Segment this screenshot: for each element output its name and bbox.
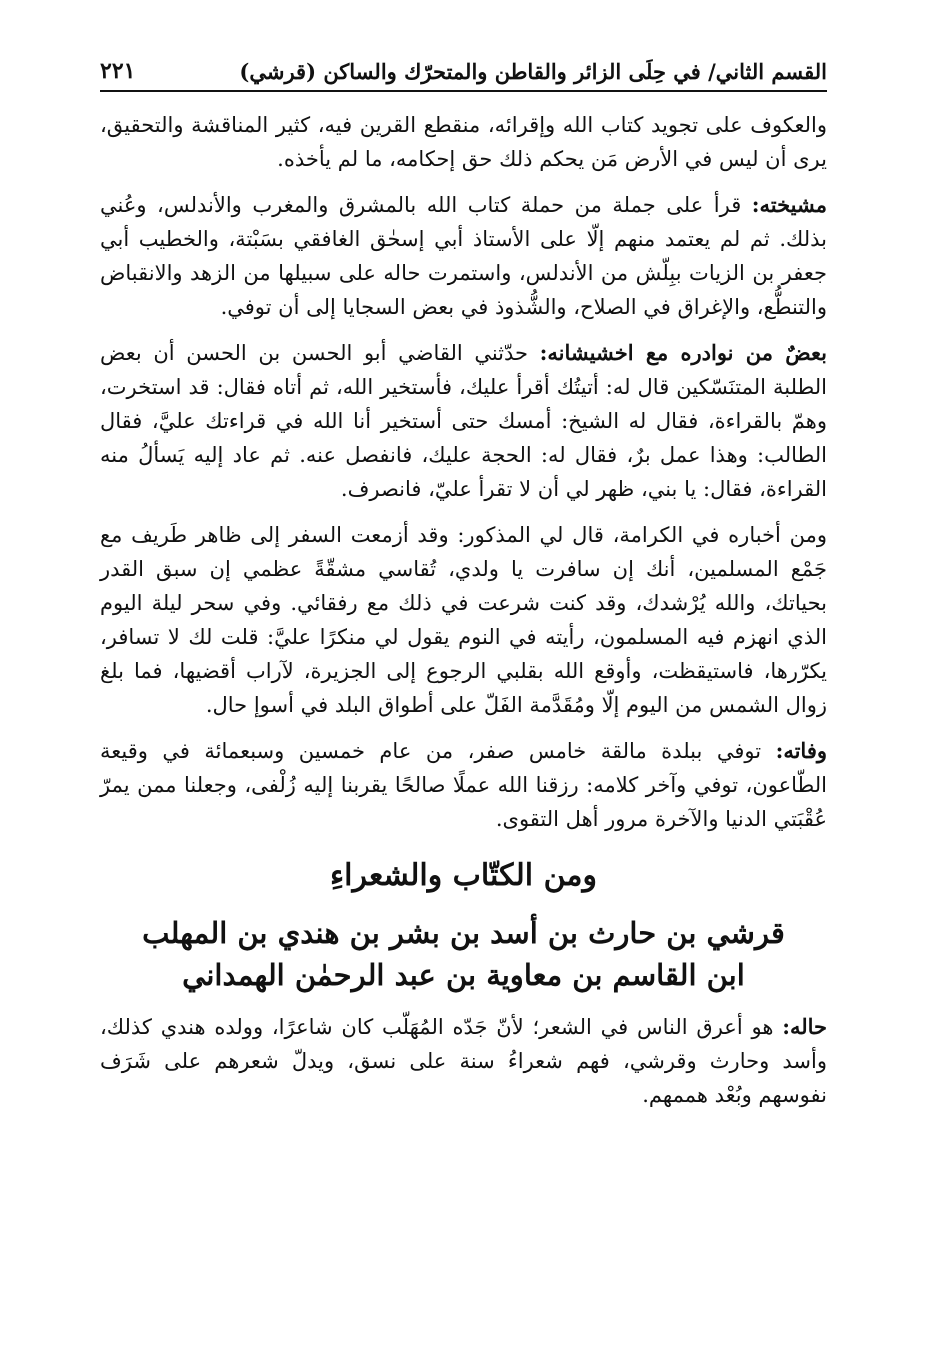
- paragraph-text: ومن أخباره في الكرامة، قال لي المذكور: وقد أزمعت السفر إلى ظاهر طَريف مع جَمْع المسلمين، أنك إن سافرت يا ولدي، تُقاسي مشقّةً عظمي إن سبق القدر بحياتك، والله يُرْشدك، وقد كنت شرعت في ذلك مع رفقائي. وفي سحر ليلة اليوم الذي انهزم فيه المسلمون، رأيته في النوم يقول لي منكرًا عليَّ: قلت لك لا تسافر، يكرّرها، فاستيقظت، وأوقع الله بقلبي الرجوع إلى الجزيرة، لآراب أقضيها، فما بلغ زوال الشمس من اليوم إلّا ومُقَدَّمة الفَلّ على أطواق البلد في أسوإ حال.: [100, 523, 827, 717]
- paragraph-text: توفي ببلدة مالقة خامس صفر، من عام خمسين وسبعمائة في وقيعة الطّاعون، توفي وآخر كلامه: رزقنا الله عملًا صالحًا يقربنا إليه زُلْفى، وجعلنا ممن يمرّ عُقْبَتي الدنيا والآخرة مرور أهل التقوى.: [100, 739, 827, 831]
- paragraph-1: [100, 108, 827, 176]
- section-heading: ومن الكتّاب والشعراءِ: [330, 858, 597, 893]
- page-number: ٢٢١: [100, 58, 136, 84]
- page-header: [100, 52, 827, 92]
- paragraph-wafat: [100, 734, 827, 836]
- paragraph-text: حدّثني القاضي أبو الحسن بن الحسن أن بعض الطلبة المتنَسّكين قال له: أتيتُك أقرأ عليك، فأستخير الله، ثم أتاه فقال: قد استخرت، وهمّ بالقراءة، فقال له الشيخ: أمسك حتى أستخير أنا الله في قراءتك عليَّ، فقال الطالب: وهذا عمل برٌ، فقال له: الحجة عليك، فانفصل عنه. ثم عاد إليه يَسألُ منه القراءة، فقال: يا بني، ظهر لي أن لا تقرأ عليّ، فانصرف.: [100, 341, 827, 501]
- paragraph-mashyakha: [100, 188, 827, 324]
- paragraph-text: والعكوف على تجويد كتاب الله وإقرائه، منقطع القرين فيه، كثير المناقشة والتحقيق، يرى أن ليس في الأرض مَن يحكم ذلك حق إحكامه، ما لم يأخذه.: [100, 113, 827, 171]
- paragraph-text: هو أعرق الناس في الشعر؛ لأنّ جَدّه المُهَلّب كان شاعرًا، وولده هندي كذلك، وأسد وحارث وقرشي، فهم شعراءُ سنة على نسق، ويدلّ شعرهم على شَرَف نفوسهم وبُعْد هممهم.: [100, 1015, 827, 1107]
- person-heading-line-1: قرشي بن حارث بن أسد بن بشر بن هندي بن المهلب: [142, 916, 785, 950]
- person-heading-line-2: ابن القاسم بن معاوية بن عبد الرحمٰن الهمداني: [182, 958, 745, 992]
- paragraph-lead: وفاته:: [775, 738, 827, 763]
- paragraph-haluhu: [100, 1010, 827, 1112]
- paragraph-lead: حاله:: [782, 1014, 827, 1039]
- page-body: [100, 108, 827, 1124]
- paragraph-nawadir: [100, 336, 827, 506]
- paragraph-text: قرأ على جملة من حملة كتاب الله بالمشرق والمغرب والأندلس، وعُني بذلك. ثم لم يعتمد منهم إلّا على الأستاذ أبي إسحٰق الغافقي بسَبْتة، والخطيب أبي جعفر بن الزيات ببِلّش من الأندلس، واستمرت حاله على سبيلها من الزهد والانقباض والتنطُّع، والإغراق في الصلاح، والشُّذوذ في بعض السجايا إلى أن توفي.: [100, 193, 827, 319]
- paragraph-lead: بعضٌ من نوادره مع اخشيشانه:: [539, 340, 827, 365]
- paragraph-lead: مشيخته:: [751, 192, 827, 217]
- paragraph-karama: [100, 518, 827, 722]
- running-title: القسم الثاني/ في حِلَى الزائر والقاطن والمتحرّك والساكن (قرشي): [239, 59, 827, 84]
- person-heading: [100, 912, 827, 996]
